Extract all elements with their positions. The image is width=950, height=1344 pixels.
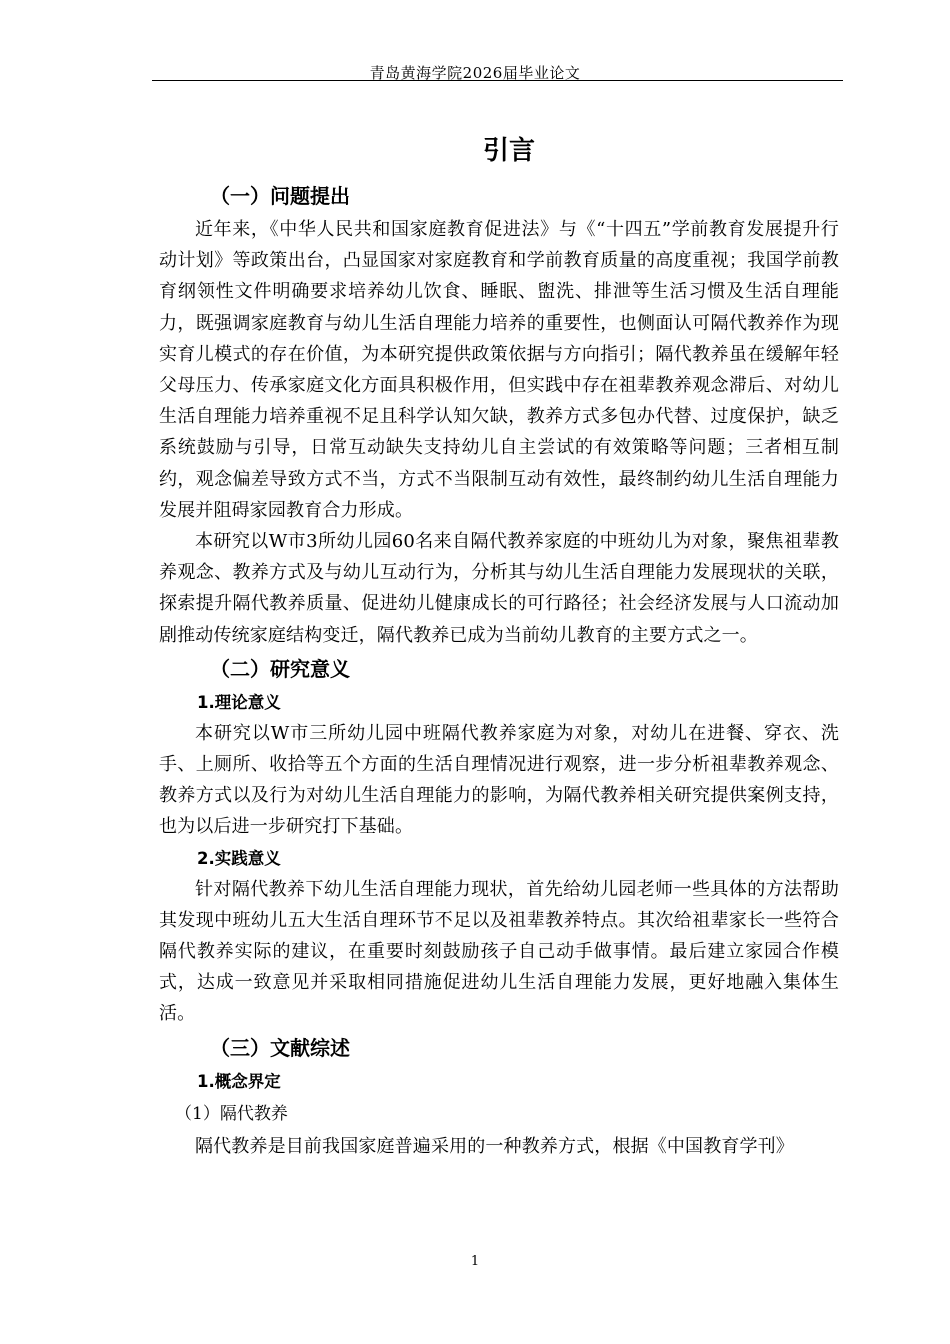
page-body [159,128,839,1162]
paragraph: 本研究以W市三所幼儿园中班隔代教养家庭为对象，对幼儿在进餐、穿衣、洗手、上厕所、收拾等五个方面的生活自理情况进行观察，进一步分析祖辈教养观念、教养方式以及行为对幼儿生活自理能力的影响，为隔代教养相关研究提供案例支持，也为以后进一步研究打下基础。 [159,722,839,838]
paragraph: 隔代教养是目前我国家庭普遍采用的一种教养方式，根据《中国教育学刊》 [195,1135,794,1157]
page-number: 1 [470,1254,480,1269]
subsection-heading-theory: 1.理论意义 [197,692,281,712]
section-heading-problem: （一）问题提出 [210,184,350,208]
header-rule [152,80,843,81]
chapter-title: 引言 [482,136,535,166]
paragraph: 近年来，《中华人民共和国家庭教育促进法》与《“十四五”学前教育发展提升行动计划》等政策出台，凸显国家对家庭教育和学前教育质量的高度重视；我国学前教育纲领性文件明确要求培养幼儿饮食、睡眠、盥洗、排泄等生活习惯及生活自理能力，既强调家庭教育与幼儿生活自理能力培养的重要性，也侧面认可隔代教养作为现实育儿模式的存在价值，为本研究提供政策依据与方向指引；隔代教养虽在缓解年轻父母压力、传承家庭文化方面具积极作用，但实践中存在祖辈教养观念滞后、对幼儿生活自理能力培养重视不足且科学认知欠缺，教养方式多包办代替、过度保护，缺乏系统鼓励与引导，日常互动缺失支持幼儿自主尝试的有效策略等问题；三者相互制约，观念偏差导致方式不当，方式不当限制互动有效性，最终制约幼儿生活自理能力发展并阻碍家园教育合力形成。 [159,219,839,521]
subsection-heading-practice: 2.实践意义 [197,848,281,868]
running-header: 青岛黄海学院2026届毕业论文 [369,64,581,82]
subsection-heading-concepts: 1.概念界定 [197,1071,281,1091]
paragraph: 本研究以W市3所幼儿园60名来自隔代教养家庭的中班幼儿为对象，聚焦祖辈教养观念、教养方式及与幼儿互动行为，分析其与幼儿生活自理能力发展现状的关联，探索提升隔代教养质量、促进幼儿健康成长的可行路径；社会经济发展与人口流动加剧推动传统家庭结构变迁，隔代教养已成为当前幼儿教育的主要方式之一。 [159,531,839,646]
section-heading-significance: （二）研究意义 [210,656,350,681]
paragraph: 针对隔代教养下幼儿生活自理能力现状，首先给幼儿园老师一些具体的方法帮助其发现中班幼儿五大生活自理环节不足以及祖辈教养特点。其次给祖辈家长一些符合隔代教养实际的建议，在重要时刻鼓励孩子自己动手做事情。最后建立家园合作模式，达成一致意见并采取相同措施促进幼儿生活自理能力发展，更好地融入集体生活。 [159,878,839,1025]
section-heading-literature: （三）文献综述 [210,1035,350,1060]
item-heading-grandparenting: （1）隔代教养 [175,1103,288,1124]
